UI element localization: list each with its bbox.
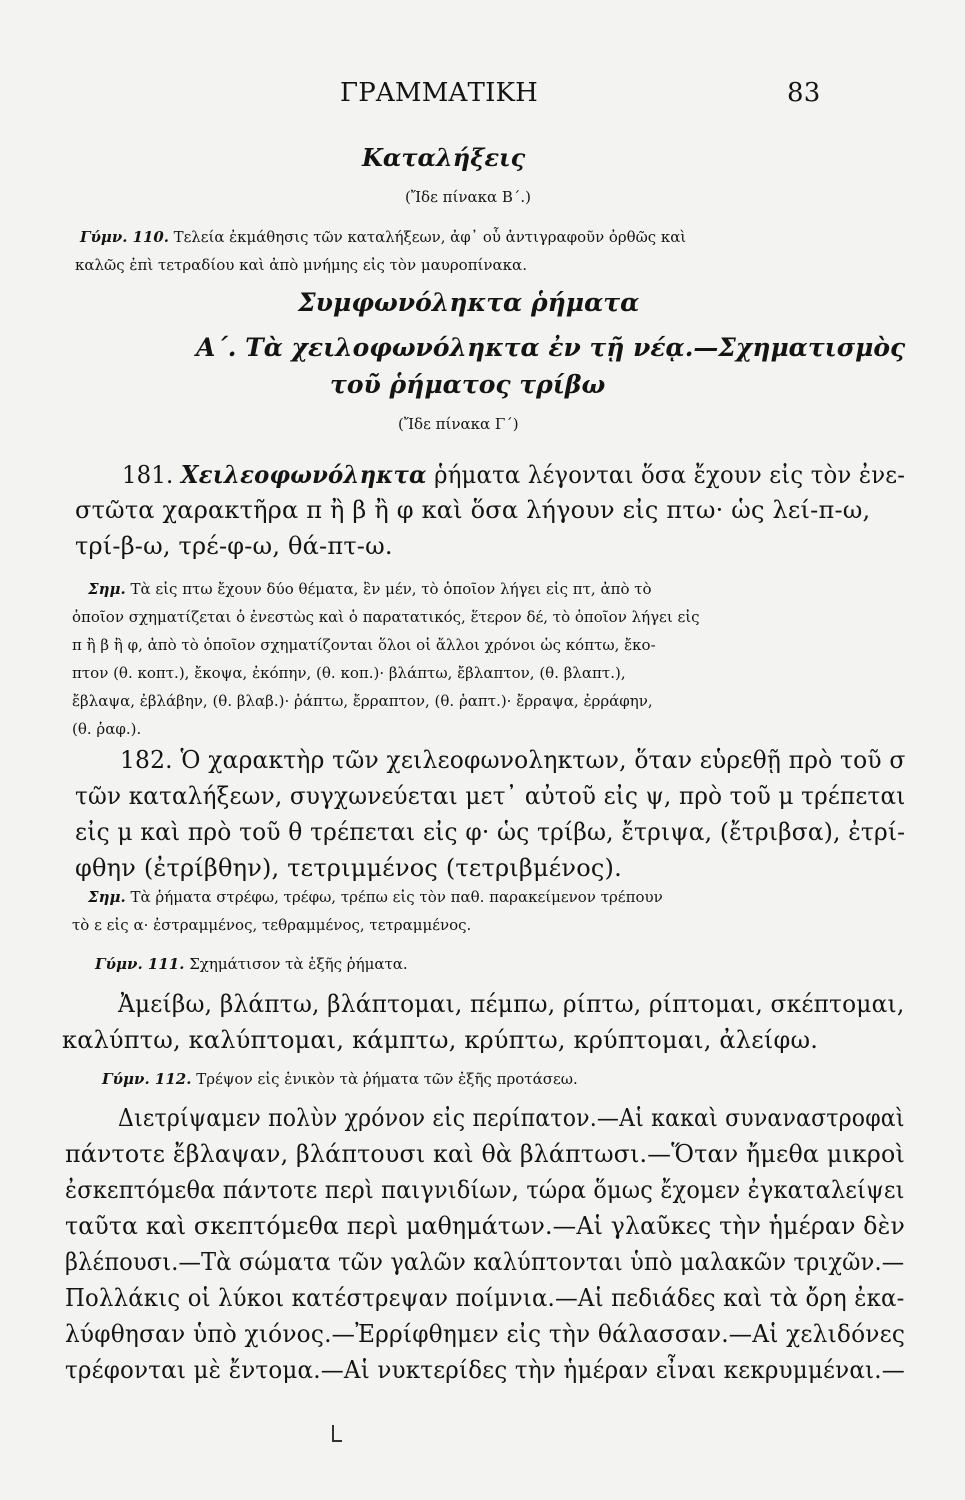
paragraph-182-line-2: τῶν καταλήξεων, συγχωνεύεται μετ᾽ αὐτοῦ εἰς ψ, πρὸ τοῦ μ τρέπεται <box>75 782 906 810</box>
exercise-label: Γύμν. 112. <box>102 1070 192 1088</box>
exercise-112-line-5: βλέπουσι.—Τὰ σώματα τῶν γαλῶν καλύπτονται ὑπὸ μαλακῶν τριχῶν.— <box>65 1248 905 1276</box>
note-text: Τὰ εἰς πτω ἔχουν δύο θέματα, ἓν μέν, τὸ ὁποῖον λήγει εἰς πτ, ἀπὸ τὸ <box>130 580 652 598</box>
exercise-110-line-2: καλῶς ἐπὶ τετραδίου καὶ ἀπὸ μνήμης εἰς τὸν μαυροπίνακα. <box>75 256 527 274</box>
note-181-line-1 <box>88 580 652 598</box>
paragraph-181-line-1 <box>122 460 905 489</box>
exercise-text: Τελεία ἐκμάθησις τῶν καταλήξεων, ἀφ᾽ οὗ ἀντιγραφοῦν ὀρθῶς καὶ <box>173 228 687 246</box>
section-heading-endings: Καταλήξεις <box>362 143 526 172</box>
note-181-line-6: (θ. ῥαφ.). <box>72 720 142 738</box>
paragraph-182-line-4: φθην (ἐτρίβθην), τετριμμένος (τετριβμένος). <box>75 854 622 882</box>
printer-mark <box>332 1425 334 1441</box>
note-181-line-3: π ἢ β ἢ φ, ἀπὸ τὸ ὁποῖον σχηματίζονται ὅλοι οἱ ἄλλοι χρόνοι ὡς κόπτω, ἔκο- <box>72 636 656 654</box>
exercise-111-line-2: καλύπτω, καλύπτομαι, κάμπτω, κρύπτω, κρύπτομαι, ἀλείφω. <box>62 1026 819 1054</box>
table-reference: (Ἴδε πίνακα Β΄.) <box>405 188 532 206</box>
note-182-line-1 <box>88 888 663 906</box>
table-reference: (Ἴδε πίνακα Γ΄) <box>398 415 519 433</box>
exercise-112-line-8: τρέφονται μὲ ἔντομα.—Αἱ νυκτερίδες τὴν ἡμέραν εἶναι κεκρυμμέναι.— <box>65 1356 905 1384</box>
subsection-heading: Α΄. Τὰ χειλοφωνόληκτα ἐν τῇ νέᾳ.—Σχηματισμὸς <box>196 333 906 362</box>
printer-mark <box>332 1440 342 1442</box>
note-182-line-2: τὸ ε εἰς α· ἐστραμμένος, τεθραμμένος, τετραμμένος. <box>72 916 472 934</box>
paragraph-text: ῥήματα λέγονται ὅσα ἔχουν εἰς τὸν ἐνε- <box>434 461 906 489</box>
note-181-line-5: ἔβλαψα, ἐβλάβην, (θ. βλαβ.)· ῥάπτω, ἔρραπτον, (θ. ῥαπτ.)· ἔρραψα, ἐρράφην, <box>72 692 653 710</box>
page-number: 83 <box>787 78 821 108</box>
subsection-heading-verb: τοῦ ῥήματος τρίβω <box>330 370 606 399</box>
running-title: ΓΡΑΜΜΑΤΙΚΗ <box>340 78 539 108</box>
section-heading-consonant-verbs: Συμφωνόληκτα ῥήματα <box>298 288 640 317</box>
exercise-label: Γύμν. 110. <box>80 228 169 246</box>
paragraph-182-line-1 <box>120 746 906 774</box>
paragraph-text: Ὁ χαρακτὴρ τῶν χειλεοφωνοληκτων, ὅταν εὑρεθῇ πρὸ τοῦ σ <box>180 746 906 774</box>
exercise-instruction: Τρέψον εἰς ἑνικὸν τὰ ῥήματα τῶν ἑξῆς προτάσεω. <box>196 1070 578 1088</box>
exercise-label: Γύμν. 111. <box>95 955 185 973</box>
exercise-112-heading <box>102 1070 578 1088</box>
note-181-line-4: πτον (θ. κοπτ.), ἔκοψα, ἐκόπην, (θ. κοπ.)· βλάπτω, ἔβλαπτον, (θ. βλαπτ.), <box>72 664 626 682</box>
paragraph-number: 181. <box>122 461 174 489</box>
note-text: Τὰ ῥήματα στρέφω, τρέφω, τρέπω εἰς τὸν παθ. παρακείμενον τρέπουν <box>130 888 663 906</box>
exercise-112-line-1: Διετρίψαμεν πολὺν χρόνον εἰς περίπατον.—Αἱ κακαὶ συναναστροφαὶ <box>118 1104 905 1132</box>
exercise-111-heading <box>95 955 408 973</box>
exercise-110-line-1 <box>80 228 905 246</box>
note-label: Σημ. <box>88 580 126 598</box>
exercise-112-line-4: ταῦτα καὶ σκεπτόμεθα περὶ μαθημάτων.—Αἱ γλαῦκες τὴν ἡμέραν δὲν <box>65 1212 906 1240</box>
note-label: Σημ. <box>88 888 126 906</box>
paragraph-181-line-2: στῶτα χαρακτῆρα π ἢ β ἢ φ καὶ ὅσα λήγουν εἰς πτω· ὡς λεί-π-ω, <box>75 496 871 524</box>
paragraph-number: 182. <box>120 746 173 774</box>
exercise-112-line-7: λύφθησαν ὑπὸ χιόνος.—Ἐρρίφθημεν εἰς τὴν θάλασσαν.—Αἱ χελιδόνες <box>65 1320 906 1348</box>
exercise-112-line-3: ἐσκεπτόμεθα πάντοτε περὶ παιγνιδίων, τώρα ὅμως ἔχομεν ἐγκαταλείψει <box>65 1176 905 1204</box>
exercise-111-line-1: Ἀμείβω, βλάπτω, βλάπτομαι, πέμπω, ρίπτω, ρίπτομαι, σκέπτομαι, <box>118 990 905 1018</box>
defined-term: Χειλεοφωνόληκτα <box>180 460 427 489</box>
exercise-instruction: Σχημάτισον τὰ ἑξῆς ῥήματα. <box>189 955 408 973</box>
paragraph-181-line-3: τρί-β-ω, τρέ-φ-ω, θά-πτ-ω. <box>75 532 393 560</box>
exercise-112-line-2: πάντοτε ἔβλαψαν, βλάπτουσι καὶ θὰ βλάπτωσι.—Ὅταν ἤμεθα μικροὶ <box>65 1140 906 1168</box>
exercise-112-line-6: Πολλάκις οἱ λύκοι κατέστρεψαν ποίμνια.—Αἱ πεδιάδες καὶ τὰ ὄρη ἐκα- <box>65 1284 905 1312</box>
note-181-line-2: ὁποῖον σχηματίζεται ὁ ἐνεστὼς καὶ ὁ παρατατικός, ἕτερον δέ, τὸ ὁποῖον λήγει εἰς <box>72 608 700 626</box>
paragraph-182-line-3: εἰς μ καὶ πρὸ τοῦ θ τρέπεται εἰς φ· ὡς τρίβω, ἔτριψα, (ἔτριβσα), ἐτρί- <box>75 818 906 846</box>
